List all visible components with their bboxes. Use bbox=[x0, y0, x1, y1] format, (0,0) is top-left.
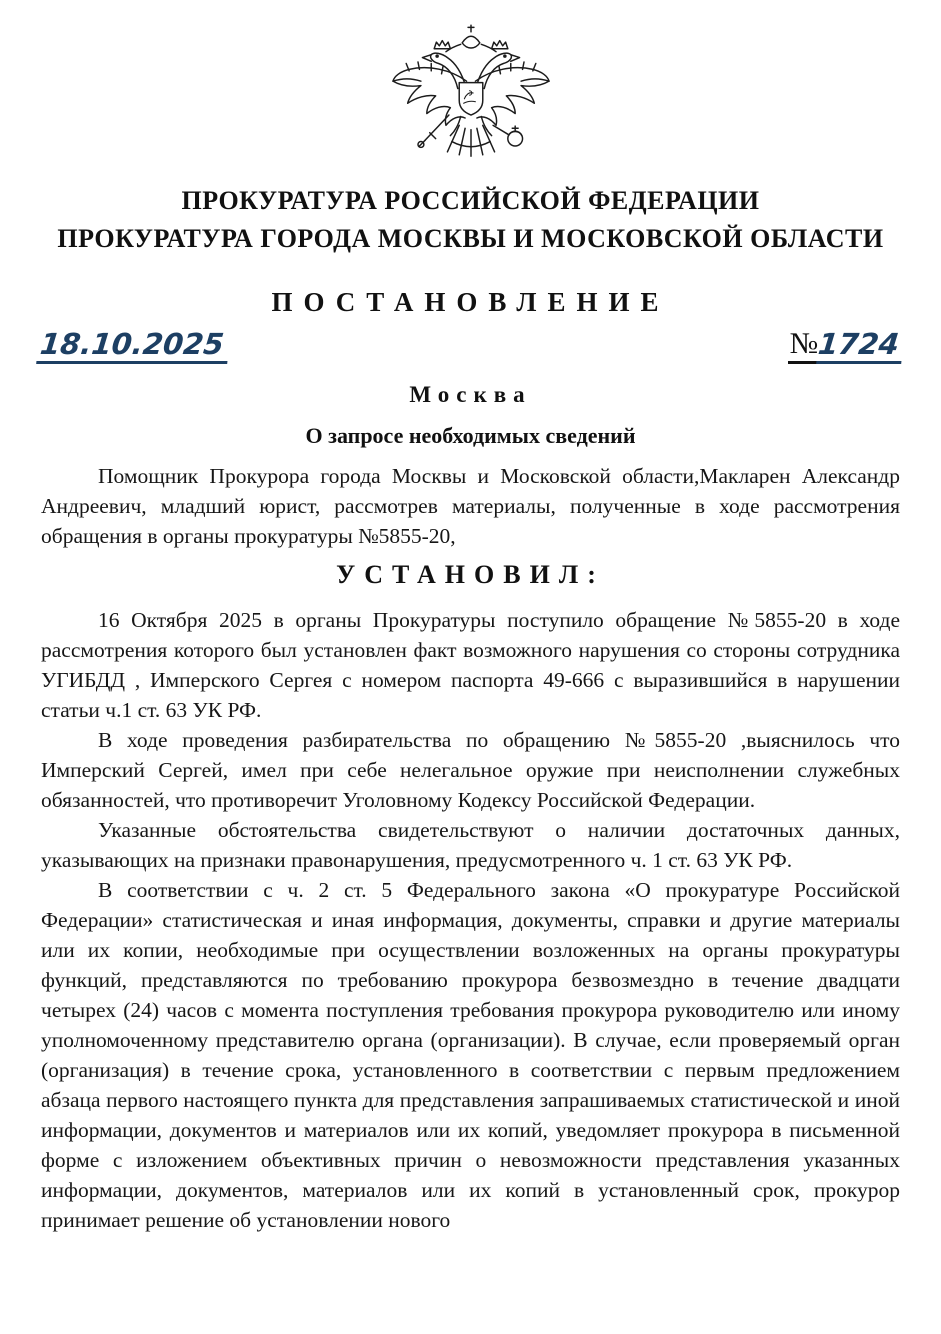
body-paragraph: В ходе проведения разбирательства по обращению №5855-20 ,выяснилось что Имперский Сергей, имел при себе нелегальное оружие при неисполнении служебных обязанностей, что противоречит Уголовному Кодексу Российской Федерации. bbox=[41, 728, 900, 812]
number-value: 1724 bbox=[816, 329, 904, 364]
subject-line: О запросе необходимых сведений bbox=[305, 423, 636, 448]
body-paragraph: 16 Октября 2025 в органы Прокуратуры поступило обращение №5855-20 в ходе рассмотрения которого был установлен факт возможного нарушения со стороны сотрудника УГИБДД , Имперского Сергея с номером паспорта 49-666 с выразившийся в нарушении статьи ч.1 ст. 63 УК РФ. bbox=[41, 608, 900, 722]
body-paragraph: В соответствии с ч. 2 ст. 5 Федерального закона «О прокуратуре Российской Федерации» статистическая и иная информация, документы, справки и другие материалы или их копии, необходимые при осуществлении возложенных на органы прокуратуры функций, представляются по требованию прокурора безвозмездно в течение двадцати четырех (24) часов с момента поступления требования прокурора руководителю или иному уполномоченному представителю органа (организации). В случае, если проверяемый орган (организация) в течение срока, установленного в соответствии с первым предложением абзаца первого настоящего пункта для представления запрашиваемых статистической и иной информации, документов и материалов или их копий, уведомляет прокурора в письменной форме с изложением объективных причин о невозможности представления указанных информации, документов, материалов или их копий в установленный срок, прокурор принимает решение об установлении нового bbox=[41, 878, 900, 1232]
russia-coat-of-arms-icon bbox=[390, 6, 552, 174]
org-name-line1: ПРОКУРАТУРА РОССИЙСКОЙ ФЕДЕРАЦИИ bbox=[181, 186, 760, 215]
document-number bbox=[788, 329, 903, 364]
place-line: Москва bbox=[409, 382, 532, 407]
document-date: 18.10.2025 bbox=[36, 329, 231, 364]
resolution-heading: УСТАНОВИЛ: bbox=[336, 560, 605, 589]
document-body bbox=[0, 605, 941, 1235]
document-type-title: ПОСТАНОВЛЕНИЕ bbox=[271, 287, 670, 317]
body-paragraph: Указанные обстоятельства свидетельствуют о наличии достаточных данных, указывающих на признаки правонарушения, предусмотренного ч. 1 ст. 63 УК РФ. bbox=[41, 818, 900, 872]
date-number-row bbox=[38, 326, 903, 364]
intro-paragraph: Помощник Прокурора города Москвы и Московской области,Макларен Александр Андреевич, младший юрист, рассмотрев материалы, полученные в ходе рассмотрения обращения в органы прокуратуры №5855-20, bbox=[41, 464, 900, 548]
number-sign: № bbox=[788, 329, 819, 364]
org-name-line2: ПРОКУРАТУРА ГОРОДА МОСКВЫ И МОСКОВСКОЙ ОБЛАСТИ bbox=[57, 224, 884, 253]
